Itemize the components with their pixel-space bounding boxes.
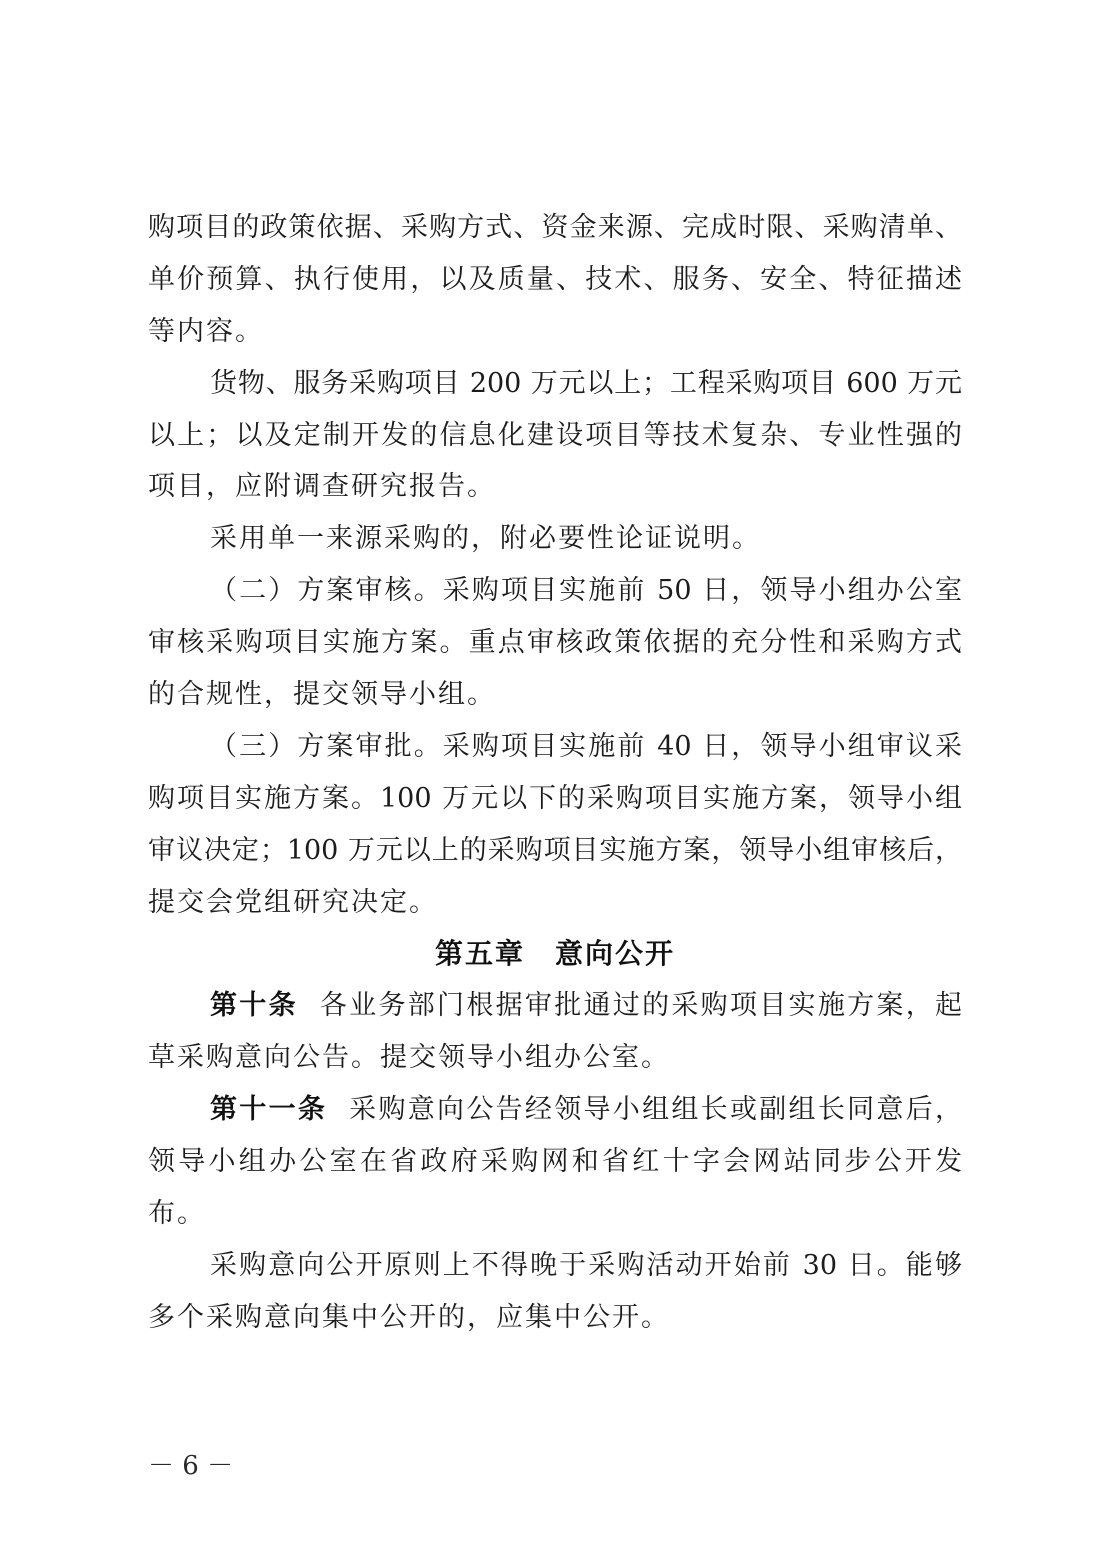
chapter-heading: 第五章 意向公开 bbox=[434, 937, 675, 971]
text-line: 采购意向公开原则上不得晚于采购活动开始前 30 日。能够 bbox=[210, 1249, 962, 1281]
text-line: 布。 bbox=[148, 1197, 206, 1229]
page-number: － 6 － bbox=[148, 1451, 234, 1481]
article-first-line bbox=[148, 980, 962, 1032]
article-label: 第十条 bbox=[210, 990, 298, 1022]
article-label: 第十一条 bbox=[210, 1094, 328, 1126]
text-line: （三）方案审批。采购项目实施前 40 日，领导小组审议采 bbox=[210, 730, 962, 762]
paragraph-research-report bbox=[148, 358, 962, 514]
paragraph-single-source bbox=[148, 513, 962, 565]
text-line: 提交会党组研究决定。 bbox=[148, 886, 438, 918]
text-line: 项目，应附调查研究报告。 bbox=[148, 471, 496, 503]
text-line: 的合规性，提交领导小组。 bbox=[148, 679, 496, 711]
text-line: 购项目实施方案。100 万元以下的采购项目实施方案，领导小组 bbox=[148, 782, 962, 814]
text-line: 等内容。 bbox=[148, 315, 264, 347]
text-line: 货物、服务采购项目 200 万元以上；工程采购项目 600 万元 bbox=[210, 367, 962, 399]
text-line: 以上；以及定制开发的信息化建设项目等技术复杂、专业性强的 bbox=[148, 419, 962, 451]
article-first-line bbox=[148, 1084, 962, 1136]
document-body bbox=[148, 202, 962, 1344]
text-line: 购项目的政策依据、采购方式、资金来源、完成时限、采购清单、 bbox=[148, 212, 962, 243]
article-10 bbox=[148, 980, 962, 1084]
text-line: 审议决定；100 万元以上的采购项目实施方案，领导小组审核后， bbox=[148, 834, 962, 866]
text-line: 多个采购意向集中公开的，应集中公开。 bbox=[148, 1301, 670, 1333]
paragraph-continued bbox=[148, 202, 962, 358]
article-text: 采购意向公告经领导小组组长或副组长同意后， bbox=[349, 1094, 962, 1126]
text-line: 审核采购项目实施方案。重点审核政策依据的充分性和采购方式 bbox=[148, 627, 962, 659]
text-line: 采用单一来源采购的，附必要性论证说明。 bbox=[210, 523, 761, 555]
text-line: 单价预算、执行使用，以及质量、技术、服务、安全、特征描述 bbox=[148, 263, 962, 295]
article-text: 各业务部门根据审批通过的采购项目实施方案，起 bbox=[319, 990, 962, 1022]
paragraph-disclosure-timing bbox=[148, 1240, 962, 1344]
text-line: 草采购意向公告。提交领导小组办公室。 bbox=[148, 1042, 670, 1074]
paragraph-plan-review bbox=[148, 565, 962, 721]
text-line: 领导小组办公室在省政府采购网和省红十字会网站同步公开发 bbox=[148, 1146, 962, 1178]
text-line: （二）方案审核。采购项目实施前 50 日，领导小组办公室 bbox=[210, 575, 962, 607]
paragraph-plan-approval bbox=[148, 721, 962, 929]
article-11 bbox=[148, 1084, 962, 1240]
